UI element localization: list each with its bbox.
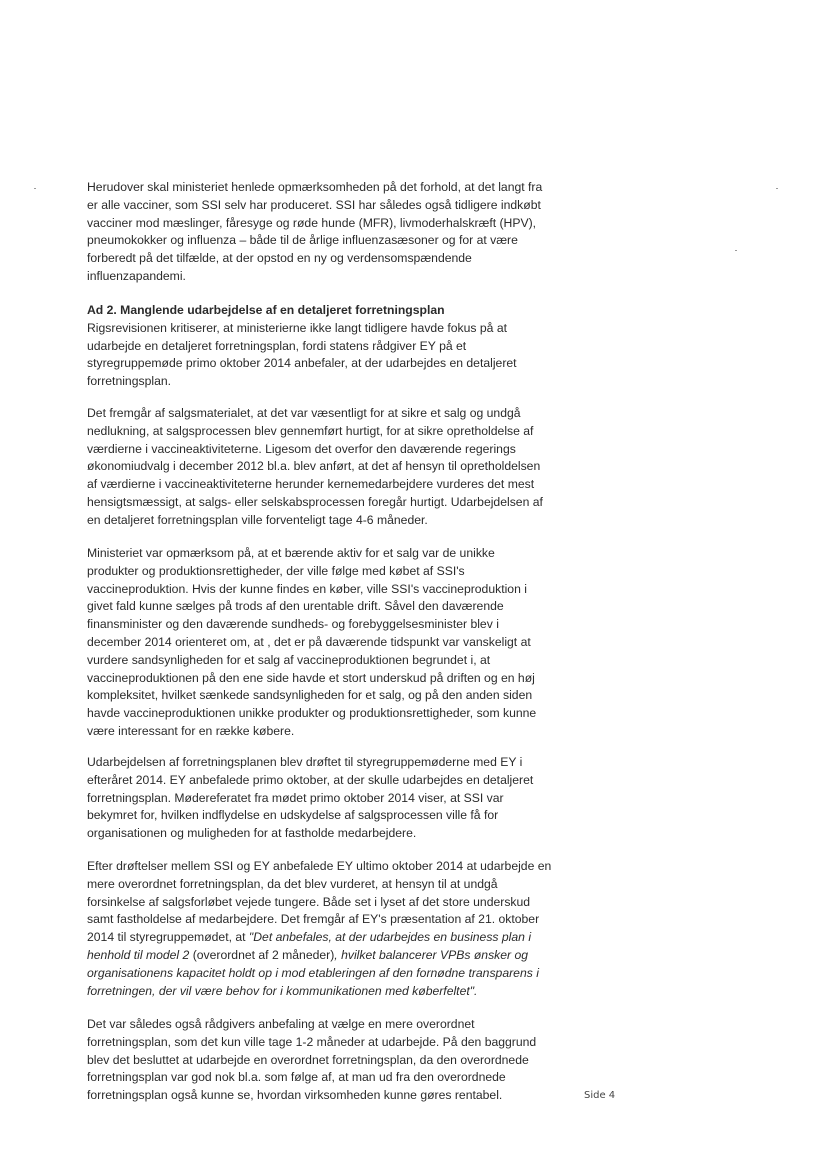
text-line: blev det besluttet at udarbejde en overordnet forretningsplan, da den overordnede xyxy=(87,1052,529,1067)
quote-text: organisationens kapacitet holdt op i mod etableringen af den fornødne transparens i xyxy=(87,965,539,980)
text-line: pneumokokker og influenza – både til de årlige influenzasæsoner og for at være xyxy=(87,233,518,248)
text-line: vaccineproduktionen på den ene side havde et stort underskud på driften og en høj xyxy=(87,670,535,685)
text-line: samt fastholdelse af medarbejdere. Det fremgår af EY's præsentation af 21. oktober xyxy=(87,912,540,927)
text-line: Efter drøftelser mellem SSI og EY anbefalede EY ultimo oktober 2014 at udarbejde en xyxy=(87,859,552,873)
text-line: Herudover skal ministeriet henlede opmærksomheden på det forhold, at det langt fra xyxy=(87,180,543,194)
text-line: Ministeriet var opmærksom på, at et bærende aktiv for et salg var de unikke xyxy=(87,546,495,560)
text-line: er alle vacciner, som SSI selv har produceret. SSI har således også tidligere indkøbt xyxy=(87,197,541,212)
text-line: styregruppemøde primo oktober 2014 anbefaler, at der udarbejdes en detaljeret xyxy=(87,356,517,371)
text-line: Det var således også rådgivers anbefaling at vælge en mere overordnet xyxy=(87,1017,475,1031)
quote-text: , hvilket balancerer VPBs ønsker og xyxy=(334,947,529,962)
paragraph-6 xyxy=(87,858,557,1000)
text-line: af værdierne i vaccineaktiviteterne herunder kernemedarbejdere vurderes det mest xyxy=(87,477,535,492)
text-line: forsinkelse af salgsforløbet vejede tungere. Både set i lyset af det store underskud xyxy=(87,894,531,909)
text-line: en detaljeret forretningsplan ville forventeligt tage 4-6 måneder. xyxy=(87,512,428,527)
text-line: vacciner mod mæslinger, fåresyge og røde hunde (MFR), livmoderhalskræft (HPV), xyxy=(87,215,537,230)
text-line: givet fald kunne sælges på trods af den urentable drift. Såvel den daværende xyxy=(87,599,504,614)
text-line: forretningsplan. Mødereferatet fra mødet primo oktober 2014 viser, at SSI var xyxy=(87,790,504,805)
quote-text: henhold til model 2 xyxy=(87,947,190,962)
text-line: økonomiudvalg i december 2012 bl.a. blev anført, at det af hensyn til opretholdelsen xyxy=(87,459,541,474)
quote-text: "Det anbefales, at der udarbejdes en business plan i xyxy=(248,930,532,945)
mixed-text-line xyxy=(87,947,557,965)
text-line: udarbejde en detaljeret forretningsplan, fordi statens rådgiver EY på et xyxy=(87,338,467,353)
text-line: forretningsplan. xyxy=(87,374,172,389)
text-line: vurdere sandsynligheden for et salg af vaccineproduktionen begrundet i, at xyxy=(87,652,491,667)
text-line: produkter og produktionsrettigheder, der ville følge med købet af SSI's xyxy=(87,563,465,578)
text-line: forberedt på det tilfælde, at der opstod en ny og verdensomspændende xyxy=(87,251,472,266)
scan-speck xyxy=(776,188,778,189)
paragraph-7 xyxy=(87,1016,557,1105)
text-line: havde vaccineproduktionen unikke produkter og produktionsrettigheder, som kunne xyxy=(87,706,537,721)
text-line: december 2014 orienteret om, at , det er på daværende tidspunkt var vanskeligt at xyxy=(87,634,531,649)
paragraph-5 xyxy=(87,754,557,843)
text-line: kompleksitet, hvilket sænkede sandsynligheden for et salg, og på den anden siden xyxy=(87,688,533,703)
text-line: organisationen og muligheden for at fastholde medarbejdere. xyxy=(87,826,417,841)
text-line: hensigtsmæssigt, at salgs- eller selskabsprocessen foregår hurtigt. Udarbejdelsen af xyxy=(87,494,543,509)
text-line: være interessant for en række købere. xyxy=(87,723,295,738)
text-line: finansminister og den daværende sundheds- og forebyggelsesminister blev i xyxy=(87,617,499,632)
text-line: forretningsplan, som det kun ville tage 1-2 måneder at udarbejde. På den baggrund xyxy=(87,1034,537,1049)
paragraph-4 xyxy=(87,545,557,741)
section-heading: Ad 2. Manglende udarbejdelse af en detaljeret forretningsplan xyxy=(87,303,445,317)
text-line: Rigsrevisionen kritiserer, at ministerierne ikke langt tidligere havde fokus på at xyxy=(87,320,507,335)
text-run: (overordnet af 2 måneder) xyxy=(189,947,335,962)
scan-speck xyxy=(34,188,36,189)
text-line: mere overordnet forretningsplan, da det blev vurderet, at hensyn til at undgå xyxy=(87,876,498,891)
text-line: nedlukning, at salgsprocessen blev gennemført hurtigt, for at sikre opretholdelse af xyxy=(87,423,534,438)
quote-text: forretningen, der vil være behov for i kommunikationen med køberfeltet". xyxy=(87,983,478,998)
text-line: forretningsplan også kunne se, hvordan virksomheden kunne gøres rentabel. xyxy=(87,1088,503,1103)
text-line: Udarbejdelsen af forretningsplanen blev drøftet til styregruppemøderne med EY i xyxy=(87,755,523,769)
text-line: efteråret 2014. EY anbefalede primo oktober, at der skulle udarbejdes en detaljeret xyxy=(87,772,534,787)
mixed-text-line xyxy=(87,929,557,947)
text-line: vaccineproduktion. Hvis der kunne findes en køber, ville SSI's vaccineproduktion i xyxy=(87,581,527,596)
section-ad-2 xyxy=(87,302,557,391)
text-line: forretningsplan var god nok bl.a. som følge af, at man ud fra den overordnede xyxy=(87,1070,506,1085)
paragraph-1 xyxy=(87,179,557,286)
text-line: influenzapandemi. xyxy=(87,268,186,283)
paragraph-3 xyxy=(87,405,557,530)
scan-speck xyxy=(735,250,737,251)
text-line: Det fremgår af salgsmaterialet, at det var væsentligt for at sikre et salg og undgå xyxy=(87,406,521,420)
text-run: 2014 til styregruppemødet, at xyxy=(87,930,249,945)
text-line: bekymret for, hvilken indflydelse en udskydelse af salgsprocessen ville få for xyxy=(87,808,499,823)
page-number: Side 4 xyxy=(584,1090,616,1101)
text-line: værdierne i vaccineaktiviteterne. Ligesom det overfor den daværende regerings xyxy=(87,441,516,456)
